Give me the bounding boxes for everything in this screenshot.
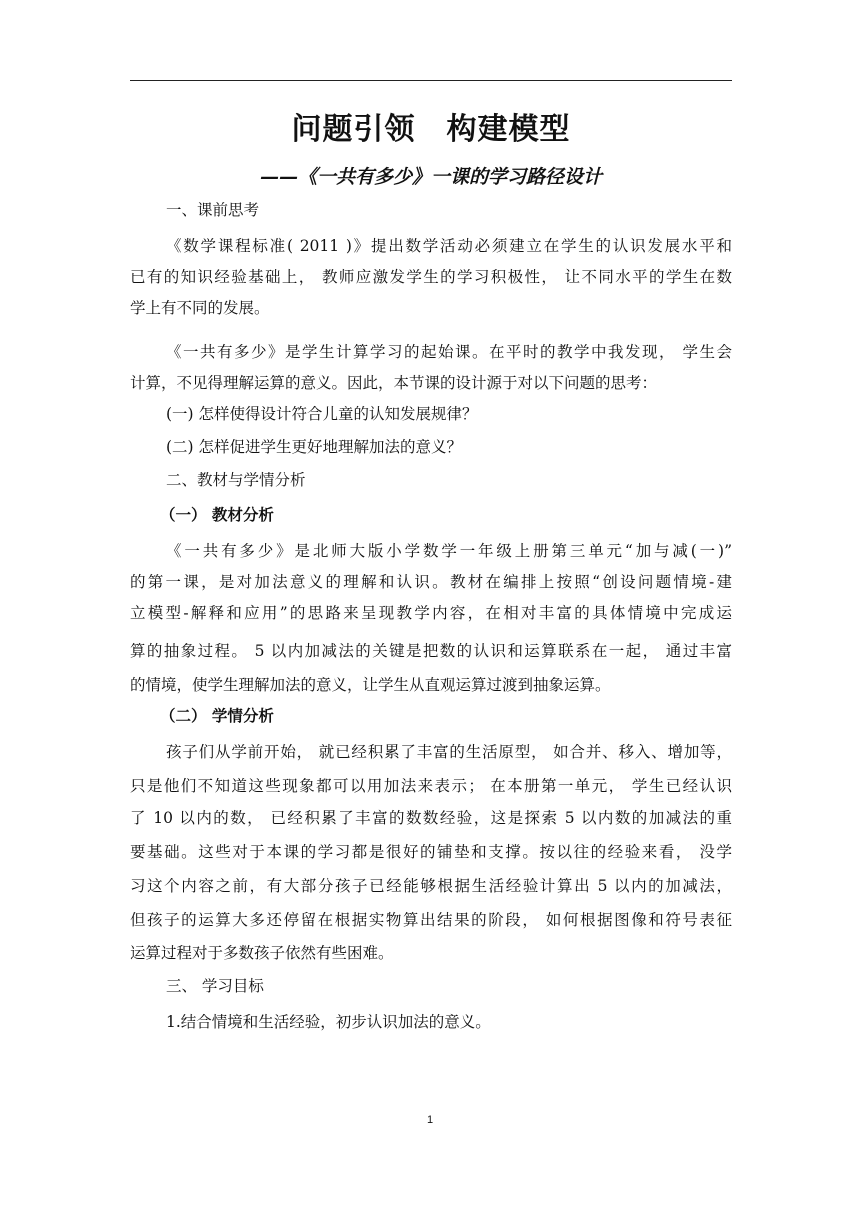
paragraph-line: 《一共有多少》是学生计算学习的起始课。在平时的教学中我发现， 学生会 — [166, 343, 732, 361]
paragraph-line: 孩子们从学前开始， 就已经积累了丰富的生活原型， 如合并、移入、增加等， — [166, 743, 732, 761]
paragraph-line: 习这个内容之前，有大部分孩子已经能够根据生活经验计算出 5 以内的加减法， — [130, 877, 732, 895]
paragraph-line: 要基础。这些对于本课的学习都是很好的铺垫和支撑。按以往的经验来看， 没学 — [130, 843, 732, 861]
subsection-heading-textbook: （一） 教材分析 — [160, 505, 274, 524]
header-rule — [130, 80, 732, 81]
paragraph-line: 立模型-解释和应用”的思路来呈现教学内容，在相对丰富的具体情境中完成运 — [130, 604, 732, 622]
paragraph-line: 只是他们不知道这些现象都可以用加法来表示； 在本册第一单元， 学生已经认识 — [130, 777, 732, 795]
paragraph-line: 运算过程对于多数孩子依然有些困难。 — [130, 944, 394, 962]
page-number: 1 — [426, 1114, 434, 1126]
paragraph-line: 《数学课程标准( 2011 )》提出数学活动必须建立在学生的认识发展水平和 — [166, 237, 732, 255]
paragraph-line: 已有的知识经验基础上， 教师应激发学生的学习积极性， 让不同水平的学生在数 — [130, 268, 732, 286]
paragraph-line: 《一共有多少》是北师大版小学数学一年级上册第三单元“加与减(一)” — [166, 542, 732, 560]
question-item-2: (二) 怎样促进学生更好地理解加法的意义？ — [166, 438, 463, 456]
paragraph-line: 但孩子的运算大多还停留在根据实物算出结果的阶段， 如何根据图像和符号表征 — [130, 911, 732, 929]
paragraph-line: 的情境，使学生理解加法的意义，让学生从直观运算过渡到抽象运算。 — [130, 676, 611, 694]
paragraph-line: 了 10 以内的数， 已经积累了丰富的数数经验，这是探索 5 以内数的加减法的重 — [130, 809, 732, 827]
document-title: 问题引领 构建模型 — [291, 112, 571, 147]
section-heading-1: 一、课前思考 — [166, 201, 260, 219]
question-item-1: (一) 怎样使得设计符合儿童的认知发展规律？ — [166, 405, 478, 423]
subsection-heading-students: （二） 学情分析 — [160, 706, 274, 725]
paragraph-line: 算的抽象过程。 5 以内加减法的关键是把数的认识和运算联系在一起， 通过丰富 — [130, 642, 732, 660]
goal-item-1: 1.结合情境和生活经验，初步认识加法的意义。 — [166, 1013, 491, 1031]
document-subtitle: ——《一共有多少》一课的学习路径设计 — [259, 166, 602, 188]
paragraph-line: 的第一课，是对加法意义的理解和认识。教材在编排上按照“创设问题情境-建 — [130, 573, 732, 591]
paragraph-line: 计算，不见得理解运算的意义。因此，本节课的设计源于对以下问题的思考： — [130, 374, 658, 392]
section-heading-3: 三、 学习目标 — [166, 977, 264, 995]
section-heading-2: 二、教材与学情分析 — [166, 471, 306, 489]
paragraph-line: 学上有不同的发展。 — [130, 299, 270, 317]
